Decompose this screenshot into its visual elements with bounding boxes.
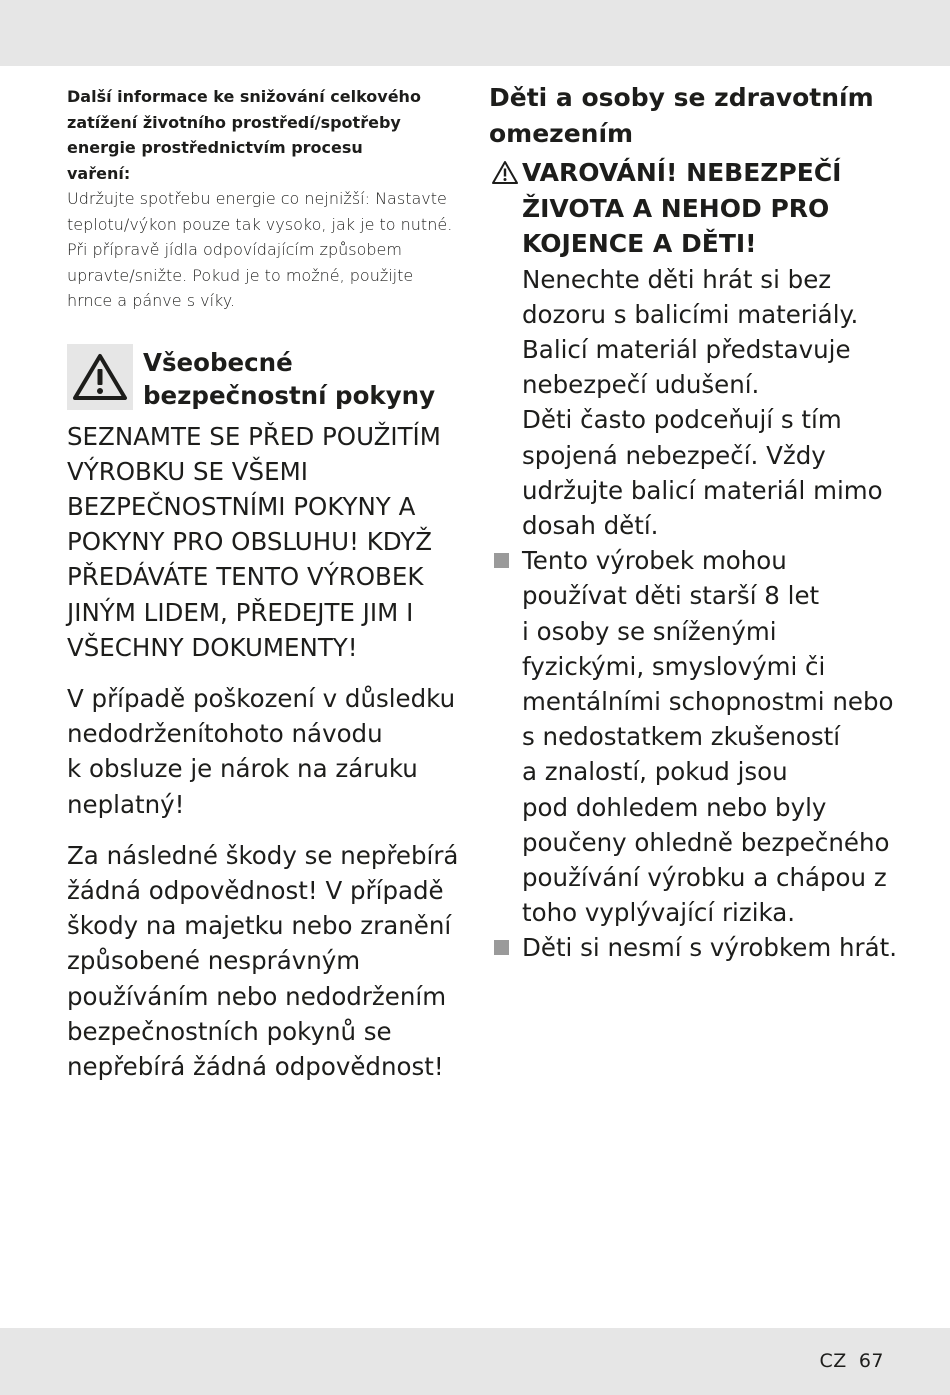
text-line: udržujte balicí materiál mimo [522, 475, 883, 505]
text-line: omezením [489, 118, 634, 148]
text-line: Děti a osoby se zdravotním [489, 83, 874, 112]
text-line: způsobené nesprávným [67, 946, 361, 976]
text-line: PŘEDÁVÁTE TENTO VÝROBEK [67, 562, 424, 592]
text-line: KOJENCE A DĚTI! [522, 229, 757, 258]
text-line: VAROVÁNÍ! NEBEZPEČÍ [522, 158, 842, 187]
energy-saving-heading [67, 84, 462, 186]
header-band [0, 0, 950, 66]
warning-triangle-icon [491, 159, 519, 195]
text-line: vaření: [67, 163, 131, 183]
text-line: k obsluze je nárok na záruku [67, 754, 418, 784]
text-line: hrnce a pánve s víky. [67, 291, 235, 310]
left-column [67, 84, 462, 1084]
text-line: Všeobecné [143, 347, 293, 377]
text-line: neplatný! [67, 789, 185, 819]
list-item [489, 930, 898, 965]
text-line: VÝROBKU SE VŠEMI [67, 456, 308, 486]
language-code: CZ [819, 1350, 847, 1372]
text-line: JINÝM LIDEM, PŘEDEJTE JIM I [67, 597, 414, 627]
text-line: dozoru s balicími materiály. [522, 299, 859, 329]
energy-saving-text [67, 186, 462, 314]
warning-triangle-icon [67, 344, 133, 410]
text-line: spojená nebezpečí. Vždy [522, 440, 826, 470]
general-safety-header [67, 344, 462, 410]
text-line: nepřebírá žádná odpovědnost! [67, 1051, 444, 1081]
child-danger-warning [489, 155, 889, 262]
text-line: s nedostatkem zkušeností [522, 722, 841, 752]
text-line: používáním nebo nedodržením [67, 981, 447, 1011]
list-item [489, 543, 894, 930]
read-instructions-notice [67, 419, 462, 665]
text-line: Tento výrobek mohou [522, 546, 787, 576]
text-line: škody na majetku nebo zranění [67, 911, 452, 941]
text-line: Další informace ke snižování celkového [67, 87, 421, 106]
text-line: Při přípravě jídla odpovídajícím způsobem [67, 240, 402, 259]
liability-paragraph [67, 838, 462, 1084]
text-line: zatížení životního prostředí/spotřeby [67, 112, 401, 132]
text-line: upravte/snižte. Pokud je to možné, použijte [67, 265, 414, 285]
text-line: dosah dětí. [522, 510, 659, 540]
footer-band [0, 1328, 950, 1395]
text-line: žádná odpovědnost! V případě [67, 875, 444, 905]
text-line: používání výrobku a chápou z [522, 862, 887, 892]
text-line: VŠECHNY DOKUMENTY! [67, 632, 358, 662]
text-line: používat děti starší 8 let [522, 581, 820, 611]
text-line: Nenechte děti hrát si bez [522, 264, 832, 294]
right-column [489, 80, 898, 966]
page-number: 67 [858, 1350, 884, 1372]
text-line: ŽIVOTA A NEHOD PRO [522, 193, 830, 223]
text-line: mentálními schopnostmi nebo [522, 686, 894, 716]
text-line: teplotu/výkon pouze tak vysoko, jak je to nutné. [67, 214, 453, 234]
text-line: BEZPEČNOSTNÍMI POKYNY A [67, 491, 416, 521]
text-line: pod dohledem nebo byly [522, 792, 827, 822]
packaging-warning-text [489, 262, 889, 544]
text-line: nebezpečí udušení. [522, 370, 760, 400]
text-line: bezpečnostní pokyny [143, 380, 436, 410]
text-line: V případě poškození v důsledku [67, 683, 456, 713]
text-line: POKYNY PRO OBSLUHU! KDYŽ [67, 527, 433, 557]
text-line: bezpečnostních pokynů se [67, 1016, 392, 1046]
text-line: SEZNAMTE SE PŘED POUŽITÍM [67, 421, 441, 451]
children-section-title [489, 80, 889, 151]
text-line: fyzickými, smyslovými či [522, 651, 826, 681]
text-line: nedodrženítohoto návodu [67, 719, 383, 749]
text-line: a znalostí, pokud jsou [522, 757, 788, 787]
text-line: poučeny ohledně bezpečného [522, 827, 890, 857]
square-bullet-icon [494, 940, 509, 955]
warranty-paragraph [67, 681, 462, 822]
general-safety-title [143, 346, 435, 412]
text-line: Děti často podceňují s tím [522, 405, 842, 435]
text-line: Děti si nesmí s výrobkem hrát. [522, 933, 898, 963]
text-line: Udržujte spotřebu energie co nejnižší: Nastavte [67, 189, 447, 208]
text-line: i osoby se sníženými [522, 616, 777, 646]
text-line: Balicí materiál představuje [522, 334, 851, 364]
text-line: energie prostřednictvím procesu [67, 138, 363, 157]
page-footer [820, 1350, 884, 1372]
text-line: Za následné škody se nepřebírá [67, 840, 459, 870]
text-line: toho vyplývající rizika. [522, 898, 796, 928]
square-bullet-icon [494, 553, 509, 568]
